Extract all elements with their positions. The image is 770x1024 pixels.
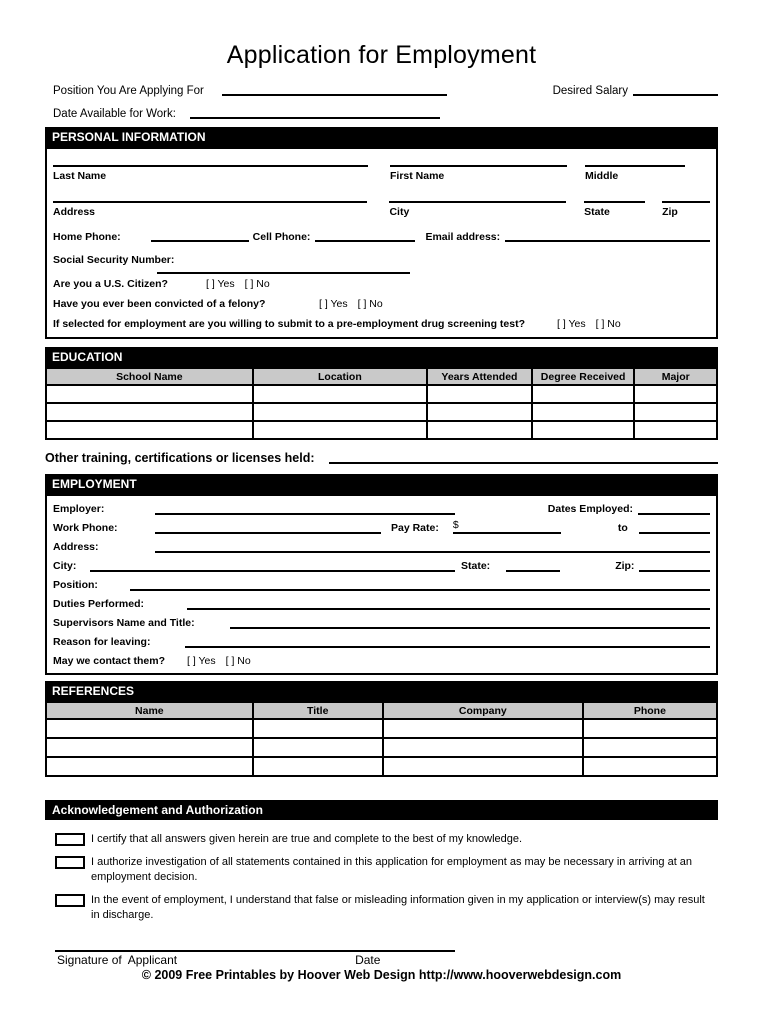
supervisors-label: Supervisors Name and Title: — [53, 617, 195, 629]
pay-rate-label: Pay Rate: — [391, 522, 439, 534]
other-training-row — [45, 449, 718, 466]
other-training-input-line[interactable] — [329, 462, 718, 464]
address-input-line[interactable] — [53, 201, 367, 203]
references-cell[interactable] — [46, 738, 253, 757]
address-field — [53, 183, 367, 219]
last-name-input-line[interactable] — [53, 165, 368, 167]
signature-applicant-label: Signature of Applicant — [57, 953, 178, 967]
education-row — [46, 385, 717, 403]
city-label: City — [389, 206, 410, 218]
discharge-statement: In the event of employment, I understand that false or misleading information given in my application or interview(s) may result in discharge. — [91, 894, 705, 921]
employer-city-row — [53, 555, 710, 574]
education-col-years-attended: Years Attended — [427, 368, 532, 385]
authorize-statement: I authorize investigation of all statements contained in this application for employment as may be necessary in arriving at an employment decision. — [91, 856, 693, 883]
dates-employed-label: Dates Employed: — [547, 503, 633, 515]
other-training-label: Other training, certifications or licenses held: — [45, 451, 315, 465]
education-cell[interactable] — [46, 403, 253, 421]
signature-date-label: Date — [355, 953, 381, 967]
supervisors-input-line[interactable] — [230, 627, 710, 629]
drug-test-question-row — [53, 317, 710, 331]
references-cell[interactable] — [383, 738, 583, 757]
employer-address-input-line[interactable] — [155, 551, 710, 553]
ssn-row — [53, 250, 710, 274]
references-cell[interactable] — [583, 757, 717, 776]
section-header-personal-information: PERSONAL INFORMATION — [45, 127, 718, 147]
drug-test-yes-checkbox[interactable]: [ ] Yes — [557, 318, 586, 330]
position-input-line[interactable] — [222, 94, 447, 96]
references-cell[interactable] — [46, 757, 253, 776]
authorize-checkbox[interactable] — [55, 856, 85, 869]
signature-labels — [57, 953, 718, 967]
references-row — [46, 719, 717, 738]
employer-city-label: City: — [53, 560, 77, 572]
education-table — [45, 367, 718, 440]
work-phone-row — [53, 517, 710, 536]
ssn-input-line[interactable] — [157, 272, 410, 274]
employer-input-line[interactable] — [155, 513, 455, 515]
home-phone-input-line[interactable] — [151, 240, 249, 242]
duties-label: Duties Performed: — [53, 598, 145, 610]
education-row — [46, 421, 717, 439]
education-cell[interactable] — [427, 403, 532, 421]
city-field — [389, 183, 566, 219]
citizen-question-label: Are you a U.S. Citizen? — [53, 278, 168, 290]
felony-question-row — [53, 297, 710, 311]
supervisors-row — [53, 612, 710, 631]
contact-question-row — [53, 650, 710, 669]
cell-phone-label: Cell Phone: — [252, 231, 311, 243]
first-name-input-line[interactable] — [390, 165, 567, 167]
employer-address-row — [53, 536, 710, 555]
employer-address-label: Address: — [53, 541, 99, 553]
state-label: State — [584, 206, 610, 218]
address-label: Address — [53, 206, 96, 218]
education-cell[interactable] — [532, 385, 635, 403]
education-col-location: Location — [253, 368, 427, 385]
acknowledgement-item — [55, 832, 718, 847]
position-label: Position You Are Applying For — [53, 85, 204, 97]
ssn-label: Social Security Number: — [53, 254, 175, 266]
references-cell[interactable] — [383, 719, 583, 738]
references-cell[interactable] — [383, 757, 583, 776]
education-cell[interactable] — [634, 385, 717, 403]
references-col-company: Company — [383, 702, 583, 719]
copyright-footer: © 2009 Free Printables by Hoover Web Design http://www.hooverwebdesign.com — [141, 968, 622, 982]
education-header-row — [46, 368, 717, 385]
position-held-input-line[interactable] — [130, 589, 710, 591]
position-held-label: Position: — [53, 579, 98, 591]
references-row — [46, 738, 717, 757]
drug-test-question-label: If selected for employment are you willing to submit to a pre-employment drug screening test? — [53, 318, 525, 330]
work-phone-input-line[interactable] — [155, 532, 381, 534]
education-cell[interactable] — [634, 421, 717, 439]
last-name-label: Last Name — [53, 170, 107, 182]
signature-block — [45, 950, 718, 967]
employment-box — [45, 494, 718, 675]
middle-name-input-line[interactable] — [585, 165, 685, 167]
acknowledgement-item — [55, 855, 718, 885]
education-cell[interactable] — [532, 421, 635, 439]
education-cell[interactable] — [253, 403, 427, 421]
zip-input-line[interactable] — [662, 201, 710, 203]
home-phone-label: Home Phone: — [53, 231, 121, 243]
education-cell[interactable] — [253, 421, 427, 439]
email-input-line[interactable] — [505, 240, 710, 242]
felony-question-label: Have you ever been convicted of a felony? — [53, 298, 266, 310]
reason-leaving-row — [53, 631, 710, 650]
contact-no-checkbox[interactable]: [ ] No — [225, 655, 251, 667]
education-cell[interactable] — [46, 385, 253, 403]
reason-leaving-input-line[interactable] — [185, 646, 710, 648]
page-title: Application for Employment — [226, 41, 537, 69]
desired-salary-label: Desired Salary — [552, 85, 628, 97]
work-phone-label: Work Phone: — [53, 522, 118, 534]
last-name-field — [53, 151, 368, 183]
references-cell[interactable] — [46, 719, 253, 738]
citizen-yes-checkbox[interactable]: [ ] Yes — [206, 278, 235, 290]
citizen-question-row — [53, 277, 710, 291]
contact-yes-checkbox[interactable]: [ ] Yes — [187, 655, 216, 667]
felony-yes-checkbox[interactable]: [ ] Yes — [319, 298, 348, 310]
reason-leaving-label: Reason for leaving: — [53, 636, 151, 648]
references-row — [46, 757, 717, 776]
personal-information-box — [45, 147, 718, 339]
section-header-employment: EMPLOYMENT — [45, 474, 718, 494]
first-name-label: First Name — [390, 170, 445, 182]
dates-to-label: to — [617, 522, 628, 534]
state-field — [584, 183, 645, 219]
city-input-line[interactable] — [389, 201, 566, 203]
date-available-input-line[interactable] — [190, 117, 440, 119]
middle-name-label: Middle — [585, 170, 619, 182]
date-available-row — [53, 105, 718, 121]
references-cell[interactable] — [253, 719, 383, 738]
certify-statement: I certify that all answers given herein are true and complete to the best of my knowledge. — [91, 833, 523, 845]
form-content — [45, 0, 718, 982]
employer-zip-label: Zip: — [615, 560, 635, 572]
zip-label: Zip — [662, 206, 678, 218]
section-header-education: EDUCATION — [45, 347, 718, 367]
dates-employed-to-input-line[interactable] — [639, 532, 710, 534]
education-col-school-name: School Name — [46, 368, 253, 385]
education-row — [46, 403, 717, 421]
citizen-no-checkbox[interactable]: [ ] No — [244, 278, 270, 290]
employer-state-input-line[interactable] — [506, 570, 560, 572]
middle-name-field — [585, 151, 685, 183]
employer-state-label: State: — [461, 560, 491, 572]
certify-checkbox[interactable] — [55, 833, 85, 846]
discharge-checkbox[interactable] — [55, 894, 85, 907]
name-fields-row — [53, 151, 710, 183]
position-held-row — [53, 574, 710, 593]
education-col-degree-received: Degree Received — [532, 368, 635, 385]
acknowledgement-item — [55, 893, 718, 923]
address-fields-row — [53, 183, 710, 219]
contact-question-label: May we contact them? — [53, 655, 166, 667]
state-input-line[interactable] — [584, 201, 645, 203]
drug-test-no-checkbox[interactable]: [ ] No — [595, 318, 621, 330]
education-cell[interactable] — [253, 385, 427, 403]
employer-row — [53, 498, 710, 517]
references-table — [45, 701, 718, 777]
education-cell[interactable] — [427, 385, 532, 403]
references-cell[interactable] — [583, 738, 717, 757]
zip-field — [662, 183, 710, 219]
employer-label: Employer: — [53, 503, 105, 515]
phone-email-row — [53, 229, 710, 244]
education-cell[interactable] — [532, 403, 635, 421]
cell-phone-input-line[interactable] — [315, 240, 415, 242]
references-cell[interactable] — [583, 719, 717, 738]
date-available-label: Date Available for Work: — [53, 108, 176, 120]
duties-row — [53, 593, 710, 612]
references-cell[interactable] — [253, 738, 383, 757]
position-row — [53, 82, 718, 98]
references-col-name: Name — [46, 702, 253, 719]
section-header-references: REFERENCES — [45, 681, 718, 701]
employer-zip-input-line[interactable] — [639, 570, 710, 572]
references-col-phone: Phone — [583, 702, 717, 719]
education-cell[interactable] — [46, 421, 253, 439]
employer-city-input-line[interactable] — [90, 570, 455, 572]
education-cell[interactable] — [427, 421, 532, 439]
desired-salary-input-line[interactable] — [633, 94, 718, 96]
education-cell[interactable] — [634, 403, 717, 421]
references-col-title: Title — [253, 702, 383, 719]
first-name-field — [390, 151, 567, 183]
references-cell[interactable] — [253, 757, 383, 776]
education-col-major: Major — [634, 368, 717, 385]
references-header-row — [46, 702, 717, 719]
dates-employed-from-input-line[interactable] — [638, 513, 710, 515]
email-label: Email address: — [425, 231, 501, 243]
section-header-acknowledgement: Acknowledgement and Authorization — [45, 800, 718, 820]
signature-input-line[interactable] — [55, 950, 455, 952]
felony-no-checkbox[interactable]: [ ] No — [357, 298, 383, 310]
duties-input-line[interactable] — [187, 608, 710, 610]
pay-rate-input-line[interactable]: $ — [453, 519, 561, 534]
